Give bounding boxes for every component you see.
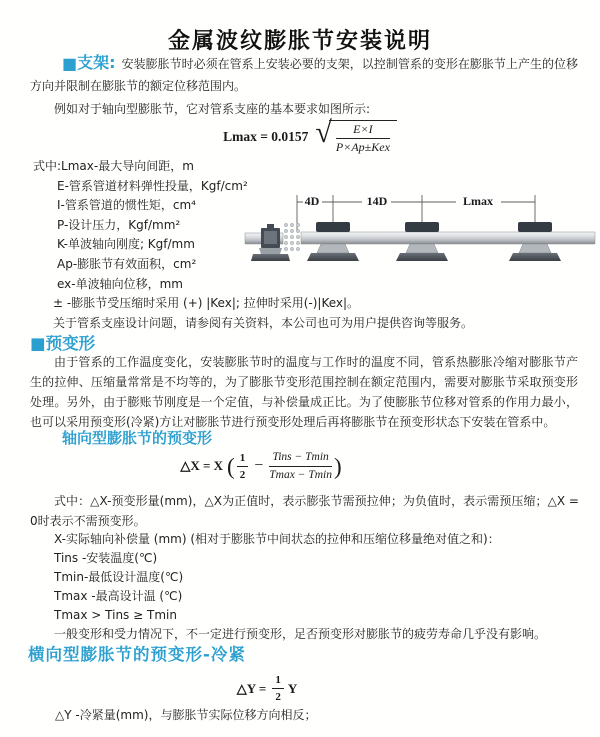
dimension-label-14d: 14D [366, 194, 388, 208]
pipe-support-diagram [243, 191, 598, 271]
main-pipe [301, 232, 595, 244]
support-example-text: 例如对于轴向型膨胀节，它对管系支座的基本要求如图所示: [54, 102, 371, 116]
support-paragraph [30, 54, 578, 97]
note-line: X-实际轴向补偿量 (mm) (相对于膨胀节中间状态的拉伸和压缩位移量绝对值之和)： [54, 532, 500, 546]
support-section-label: 支架: [77, 53, 116, 72]
formula-dy-lhs: △Y = [236, 680, 267, 696]
definition-line: P-设计压力，Kgf/mm² [57, 217, 181, 232]
dimension-label-4d: 4D [304, 194, 320, 208]
square-root [315, 116, 396, 155]
half-denominator: 2 [239, 468, 246, 481]
note-line: Tmax -最高设计温 (℃) [54, 589, 183, 603]
axial-notes-list [30, 530, 546, 644]
formula-lmax [10, 116, 600, 155]
formula-lmax-lhs: Lmax = 0.0157 [223, 129, 309, 144]
definition-line: K-单波轴向刚度; Kgf/mm [57, 237, 195, 252]
temp-denominator: Tmax − Tmin [269, 468, 332, 481]
lateral-note-text: △Y -冷紧量(mm)，与膨胀节实际位移方向相反； [55, 708, 317, 722]
axial-subsection-heading: 轴向型膨胀节的预变形 [62, 429, 213, 447]
formula-delta-x [0, 450, 562, 483]
right-paren: ) [333, 453, 342, 479]
definition-line: ± -膨胀节受压缩时采用 (+) |Kex|; 拉伸时采用(-)|Kex|。 [53, 296, 360, 311]
predeform-heading-text: 预变形 [45, 334, 96, 353]
note-line: Tmax > Tins ≥ Tmin [54, 608, 177, 622]
definition-line: Ap-膨胀节有效面积，cm² [57, 256, 197, 271]
page-title: 金属波纹膨胀节安装说明 [167, 28, 432, 54]
formula-delta-y [0, 673, 567, 705]
formula-dx-lhs: △X = X [180, 458, 224, 474]
definition-line: 式中:Lmax-最大导向间距，m [33, 159, 194, 173]
predeform-section-heading [30, 330, 95, 354]
lateral-subsection-heading: 横向型膨胀节的预变形-冷紧 [28, 645, 246, 664]
support-consult-note: 关于管系支座设计问题，请参阅有关资料，本公司也可为用户提供咨询等服务。 [53, 315, 474, 330]
radical-sign: √ [315, 116, 332, 149]
support-intro-text: 安装膨胀节时必须在管系上安装必要的支架，以控制管系的变形在膨胀节上产生的位移方向并限制在膨胀节的额定位移范围内。 [30, 57, 578, 93]
formula-dy-rhs: Y [287, 680, 298, 696]
axial-note-paragraph: 式中：△X-预变形量(mm)，△X为正值时，表示膨张节需预拉伸；为负值时，表示需预压缩；△X = 0时表示不需预变形。 [30, 494, 579, 528]
formula-lmax-denominator: P×Ap±Kex [335, 140, 390, 154]
note-line: Tins -安装温度(℃) [54, 551, 158, 565]
dimension-label-lmax: Lmax [463, 194, 493, 208]
half-numerator: 1 [237, 451, 249, 467]
definition-line: E-管系管道材料弹性投量，Kgf/cm² [57, 178, 248, 193]
left-paren: ( [227, 453, 235, 479]
section-marker-icon: ■ [62, 54, 78, 73]
half-numerator: 1 [272, 673, 284, 689]
section-marker-icon: ■ [30, 334, 46, 353]
definition-line: ex-单波轴向位移，mm [57, 276, 183, 291]
half-denominator: 2 [275, 691, 281, 704]
predeform-body-text: 由于管系的工作温度变化，安装膨胀节时的温度与工作时的温度不同，管系热膨胀冷缩对膨胀节产生的拉伸、压缩量常常是不均等的，为了膨胀节变形范围控制在额定范围内，需要对膨胀节采取预变形处理。另外，由于膨账节刚度是一个定值，与补偿量成正比。为了使膨胀节位移对管系的作用力最小，也可以采用预变形(冷紧)方让对膨胀节进行预变形处理后再将膨胀节在预变形状态下安装在管系中。 [30, 355, 578, 429]
temp-numerator: Tins − Tmin [269, 450, 332, 467]
note-line: Tmin-最低设计温度(℃) [54, 570, 184, 584]
note-line: 一般变形和受力情况下，不一定进行预变形，足否预变形对膨胀节的疲劳寿命几乎没有影响。 [54, 627, 547, 641]
minus-sign: − [254, 457, 264, 475]
definition-line: I-管系管道的惯性矩，cm⁴ [57, 198, 196, 213]
formula-lmax-numerator: E×I [336, 122, 390, 139]
